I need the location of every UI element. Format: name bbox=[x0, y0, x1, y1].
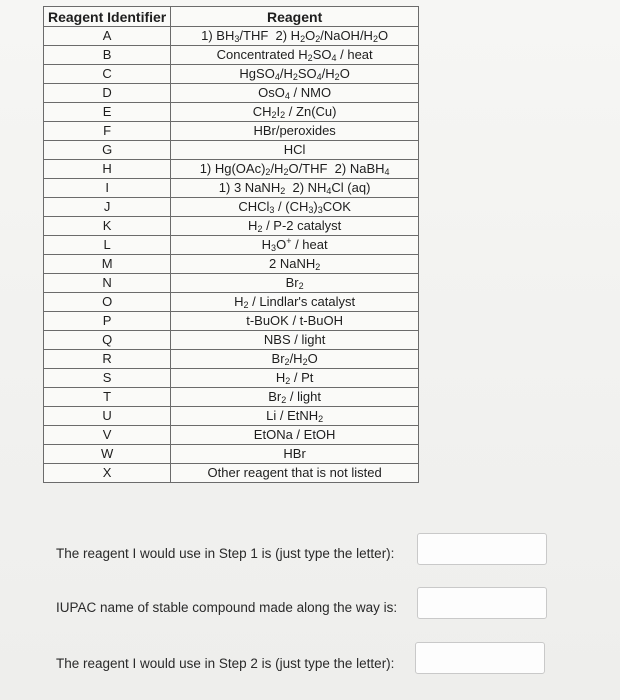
reagent-id-cell: J bbox=[44, 198, 171, 217]
reagent-cell: HCl bbox=[171, 141, 419, 160]
question-iupac-label: IUPAC name of stable compound made along the way is: bbox=[56, 600, 398, 615]
header-reagent: Reagent bbox=[171, 7, 419, 27]
reagent-cell: $H_2 / P-2$ catalyst bbox=[171, 217, 419, 236]
reagent-id-cell: T bbox=[44, 388, 171, 407]
reagent-id-cell: W bbox=[44, 445, 171, 464]
reagent-cell: $H_3O^+$ / heat bbox=[171, 236, 419, 255]
question-step2-label: The reagent I would use in Step 2 is (just type the letter): bbox=[56, 656, 395, 671]
reagent-id-cell: L bbox=[44, 236, 171, 255]
reagent-cell: OsO$_4$ / NMO bbox=[171, 84, 419, 103]
reagent-id-cell: D bbox=[44, 84, 171, 103]
table-row bbox=[44, 27, 419, 46]
reagent-id-cell: S bbox=[44, 369, 171, 388]
reagent-cell: EtONa / EtOH bbox=[171, 426, 419, 445]
reagent-id-cell: Q bbox=[44, 331, 171, 350]
table-row bbox=[44, 312, 419, 331]
reagent-id-cell: N bbox=[44, 274, 171, 293]
reagent-cell: $CH_2I_2 / Zn(Cu)$ bbox=[171, 103, 419, 122]
reagent-id-cell: P bbox=[44, 312, 171, 331]
table-row bbox=[44, 350, 419, 369]
reagent-cell: $H_2$ / Lindlar's catalyst bbox=[171, 293, 419, 312]
reagent-cell: $Br_2$ bbox=[171, 274, 419, 293]
reagent-id-cell: R bbox=[44, 350, 171, 369]
reagent-cell: NBS / light bbox=[171, 331, 419, 350]
question-step1-label: The reagent I would use in Step 1 is (just type the letter): bbox=[56, 546, 395, 561]
reagent-table bbox=[43, 6, 419, 483]
table-row bbox=[44, 141, 419, 160]
reagent-id-cell: U bbox=[44, 407, 171, 426]
header-reagent-identifier: Reagent Identifier bbox=[44, 7, 171, 27]
reagent-id-cell: G bbox=[44, 141, 171, 160]
table-header-row bbox=[44, 7, 419, 27]
table-row bbox=[44, 65, 419, 84]
table-row bbox=[44, 217, 419, 236]
reagent-id-cell: O bbox=[44, 293, 171, 312]
table-row bbox=[44, 160, 419, 179]
reagent-id-cell: V bbox=[44, 426, 171, 445]
reagent-id-cell: C bbox=[44, 65, 171, 84]
table-row bbox=[44, 369, 419, 388]
reagent-cell: 2 NaNH$_2$ bbox=[171, 255, 419, 274]
reagent-id-cell: M bbox=[44, 255, 171, 274]
table-row bbox=[44, 464, 419, 483]
step2-answer-input[interactable] bbox=[415, 642, 545, 674]
reagent-id-cell: F bbox=[44, 122, 171, 141]
reagent-cell: Other reagent that is not listed bbox=[171, 464, 419, 483]
reagent-cell: Concentrated $H_2SO_4$ / heat bbox=[171, 46, 419, 65]
reagent-id-cell: A bbox=[44, 27, 171, 46]
table-row bbox=[44, 236, 419, 255]
table-row bbox=[44, 388, 419, 407]
reagent-id-cell: K bbox=[44, 217, 171, 236]
table-row bbox=[44, 255, 419, 274]
table-row bbox=[44, 198, 419, 217]
table-row bbox=[44, 46, 419, 65]
table-row bbox=[44, 103, 419, 122]
table-row bbox=[44, 274, 419, 293]
table-row bbox=[44, 293, 419, 312]
table-row bbox=[44, 426, 419, 445]
step1-answer-input[interactable] bbox=[417, 533, 547, 565]
reagent-cell: Li / EtNH$_2$ bbox=[171, 407, 419, 426]
reagent-cell: HBr/peroxides bbox=[171, 122, 419, 141]
reagent-cell: $Br_2$ / light bbox=[171, 388, 419, 407]
table-row bbox=[44, 122, 419, 141]
reagent-id-cell: E bbox=[44, 103, 171, 122]
table-row bbox=[44, 445, 419, 464]
reagent-cell: $HgSO_4/H_2SO_4/H_2O$ bbox=[171, 65, 419, 84]
reagent-cell: CHCl$_3$ / $(CH_3)_3COK$ bbox=[171, 198, 419, 217]
iupac-answer-input[interactable] bbox=[417, 587, 547, 619]
reagent-id-cell: B bbox=[44, 46, 171, 65]
table-row bbox=[44, 407, 419, 426]
table-row bbox=[44, 84, 419, 103]
reagent-cell: HBr bbox=[171, 445, 419, 464]
reagent-cell: 1) $BH_3$/THF 2) $H_2O_2/NaOH/H_2O$ bbox=[171, 27, 419, 46]
table-row bbox=[44, 331, 419, 350]
reagent-id-cell: I bbox=[44, 179, 171, 198]
reagent-cell: 1) $Hg(OAc)_2/H_2O$/THF 2) NaBH$_4$ bbox=[171, 160, 419, 179]
reagent-id-cell: H bbox=[44, 160, 171, 179]
reagent-cell: $H_2$ / Pt bbox=[171, 369, 419, 388]
reagent-id-cell: X bbox=[44, 464, 171, 483]
table-row bbox=[44, 179, 419, 198]
reagent-rows bbox=[44, 27, 419, 483]
reagent-cell: 1) 3 NaNH$_2$ 2) $NH_4Cl$ (aq) bbox=[171, 179, 419, 198]
reagent-cell: t-BuOK / t-BuOH bbox=[171, 312, 419, 331]
reagent-cell: $Br_2/H_2O$ bbox=[171, 350, 419, 369]
